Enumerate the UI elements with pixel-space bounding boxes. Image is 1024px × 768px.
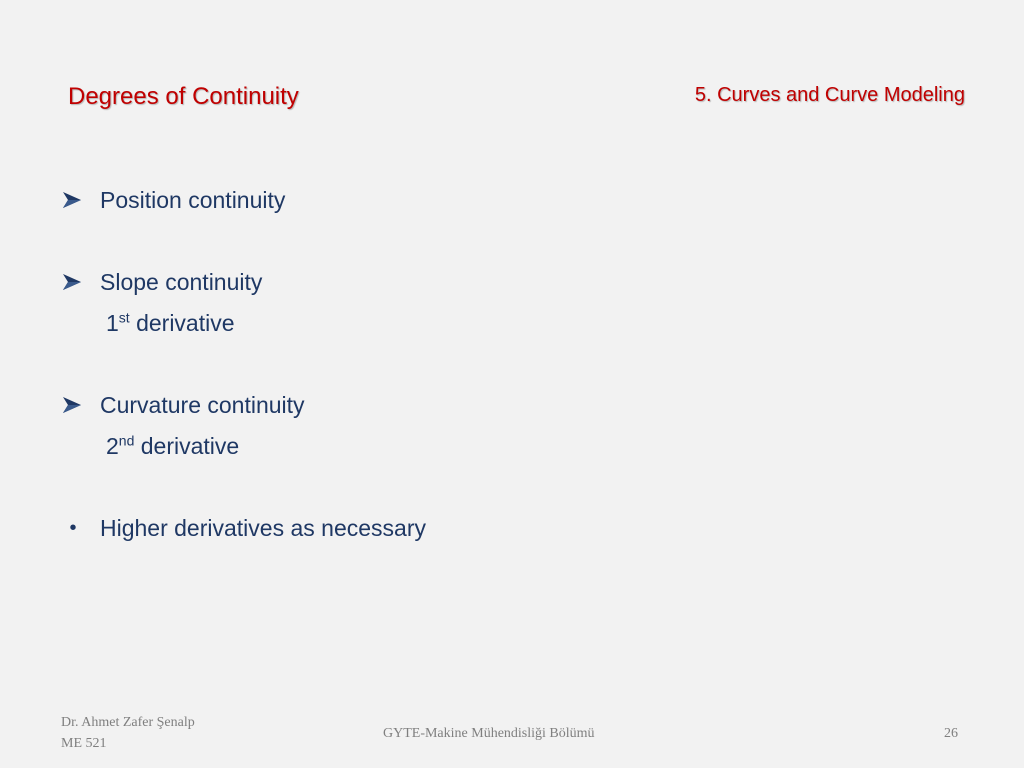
bullet-text: Position continuity xyxy=(100,187,286,213)
bullet-text: Curvature continuity xyxy=(100,392,305,418)
arrow-bullet-icon xyxy=(62,266,84,298)
slide-title: Degrees of Continuity xyxy=(68,83,299,110)
sub-item-text: 1st derivative xyxy=(106,309,235,336)
sub-item-text: 2nd derivative xyxy=(106,432,240,459)
bullet-text: Slope continuity xyxy=(100,269,263,295)
arrow-bullet-icon xyxy=(62,184,84,216)
section-title: 5. Curves and Curve Modeling xyxy=(694,84,965,106)
dot-bullet-icon: • xyxy=(69,517,77,539)
footer-author: Dr. Ahmet Zafer Şenalp xyxy=(61,715,195,730)
footer-course: ME 521 xyxy=(61,736,107,751)
footer-department: GYTE-Makine Mühendisliği Bölümü xyxy=(383,726,595,741)
page-number: 26 xyxy=(944,726,958,741)
arrow-bullet-icon xyxy=(62,389,84,421)
bullet-text: Higher derivatives as necessary xyxy=(100,515,426,541)
